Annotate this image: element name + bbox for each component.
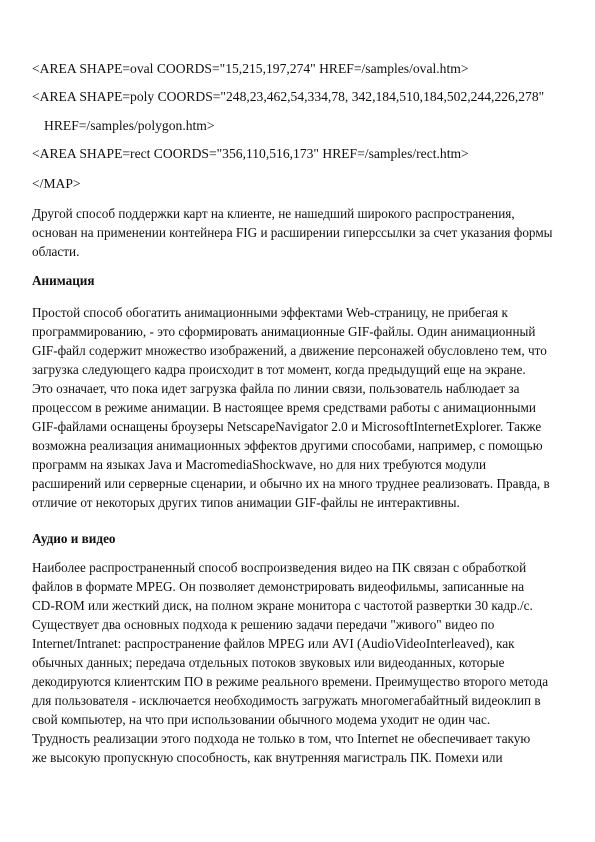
text-line: Простой способ обогатить анимационными эффектами Web-страницу, не прибегая к [32, 305, 508, 320]
heading-animation: Анимация [32, 273, 95, 288]
text-line: Наиболее распространенный способ воспроизведения видео на ПК связан с обработкой [32, 560, 527, 575]
heading-audio-video: Аудио и видео [32, 531, 116, 546]
text-line: расширений или серверные сценарии, и обычно их на много труднее реализовать. Правда, в [32, 476, 550, 491]
text-line: Трудность реализации этого подхода не только в том, что Internet не обеспечивает такую [32, 731, 531, 746]
text-line: файлов в формате MPEG. Он позволяет демонстрировать видеофильмы, записанные на [32, 579, 525, 594]
text-line: свой компьютер, на что при использовании обычного модема уходит не один час. [32, 712, 491, 727]
text-line: загрузка следующего кадра происходит в тот момент, когда предыдущий еще на экране. [32, 362, 526, 377]
text-line: обычных данных; передача отдельных потоков звуковых или видеоданных, которые [32, 655, 505, 670]
text-line: области. [32, 244, 80, 259]
paragraph-animation [32, 303, 572, 512]
text-line: CD-ROM или жесткий диск, на полном экране монитора с частотой развертки 30 кадр./с. [32, 598, 533, 613]
text-line: Другой способ поддержки карт на клиенте, не нашедший широкого распространения, [32, 206, 515, 221]
code-line-area-oval: <AREA SHAPE=oval COORDS="15,215,197,274" HREF=/samples/oval.htm> [32, 61, 469, 76]
code-line-area-poly: <AREA SHAPE=poly COORDS="248,23,462,54,334,78, 342,184,510,184,502,244,226,278" [32, 89, 545, 104]
code-line-area-rect: <AREA SHAPE=rect COORDS="356,110,516,173" HREF=/samples/rect.htm> [32, 146, 469, 161]
text-line: декодируются клиентским ПО в режиме реального времени. Преимущество второго метода [32, 674, 549, 689]
text-line: возможна реализация анимационных эффектов другими способами, например, с помощью [32, 438, 543, 453]
text-line: Это означает, что пока идет загрузка файла по линии связи, пользователь наблюдает за [32, 381, 520, 396]
paragraph-audio-video [32, 558, 572, 767]
text-line: GIF-файл содержит множество изображений, а движение персонажей обусловлено тем, что [32, 343, 547, 358]
text-line: основан на применении контейнера FIG и расширении гиперссылки за счет указания формы [32, 225, 553, 240]
code-line-area-poly-href: HREF=/samples/polygon.htm> [44, 118, 215, 133]
paragraph-fig-maps [32, 204, 572, 261]
code-line-map-close: </MAP> [32, 176, 81, 191]
text-line: программированию, - это сформировать анимационные GIF-файлы. Один анимационный [32, 324, 536, 339]
text-line: отличие от некоторых других типов анимации GIF-файлы не интерактивны. [32, 495, 460, 510]
text-line: же высокую пропускную способность, как внутренняя магистраль ПК. Помехи или [32, 750, 503, 765]
text-line: процессом в режиме анимации. В настоящее время средствами работы с анимационными [32, 400, 536, 415]
text-line: GIF-файлами оснащены броузеры NetscapeNavigator 2.0 и MicrosoftInternetExplorer. Также [32, 419, 542, 434]
text-line: Существует два основных подхода к решению задачи передачи "живого" видео по [32, 617, 495, 632]
text-line: для пользователя - исключается необходимость загружать многомегабайтный видеоклип в [32, 693, 541, 708]
text-line: программ на языках Java и MacromediaShockwave, но для них требуются модули [32, 457, 487, 472]
text-line: Internet/Intranet: распространение файлов MPEG или AVI (AudioVideoInterleaved), как [32, 636, 515, 651]
